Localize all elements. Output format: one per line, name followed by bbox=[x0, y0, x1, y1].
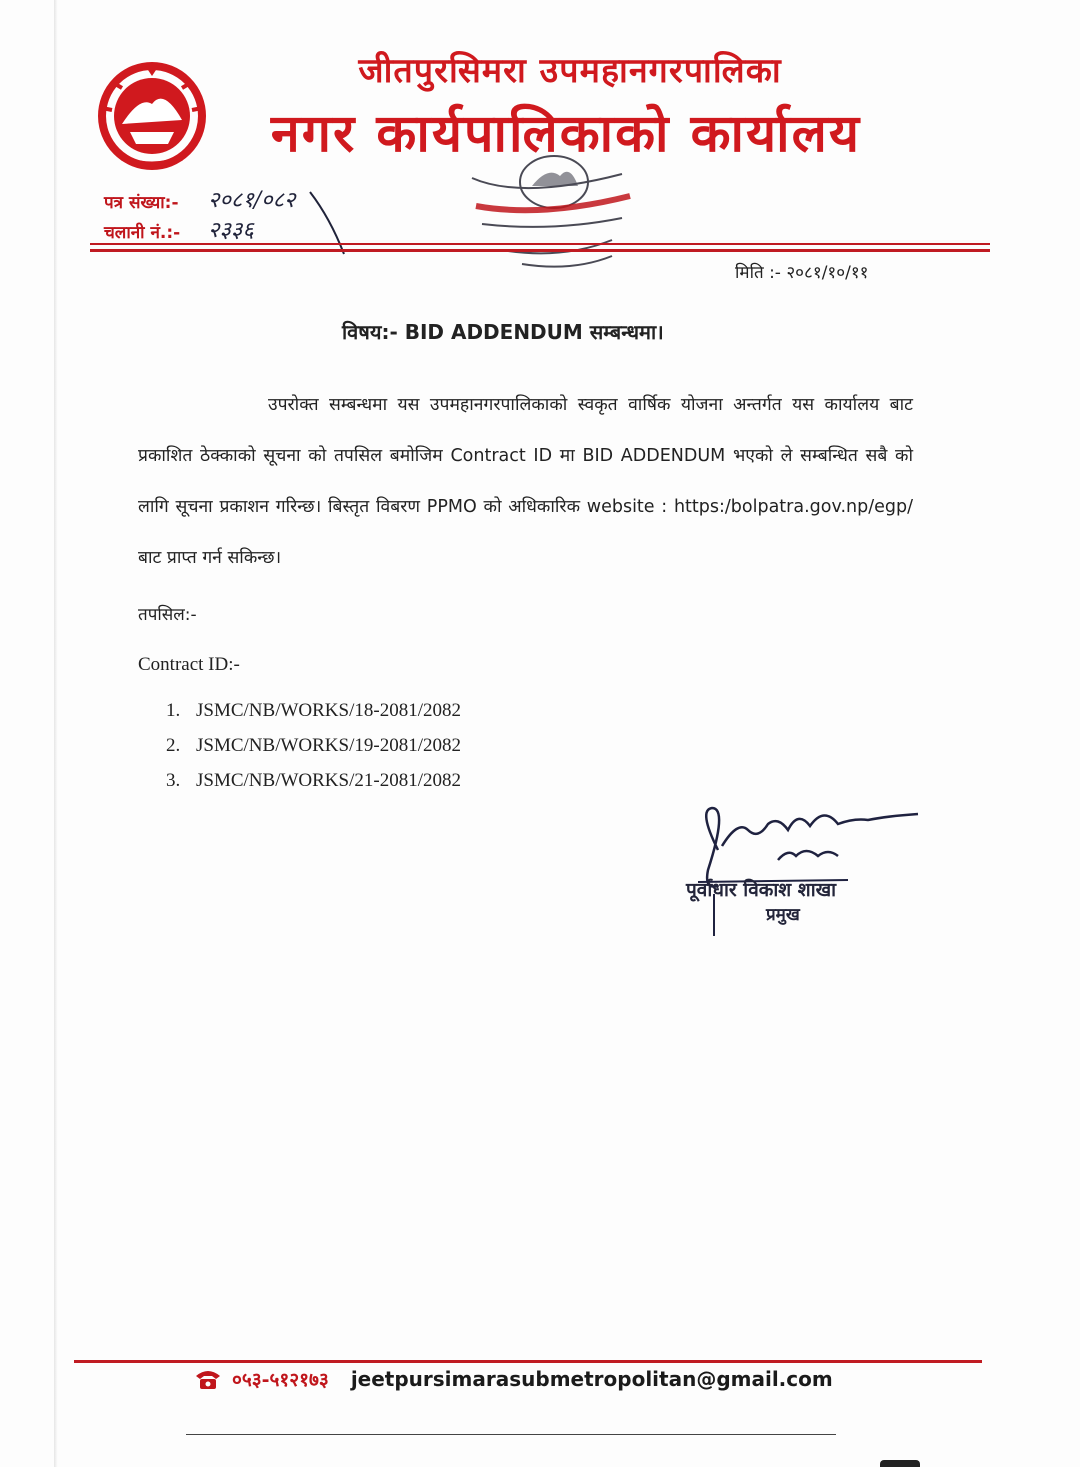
list-item bbox=[166, 735, 461, 770]
contract-id-value: JSMC/NB/WORKS/18-2081/2082 bbox=[196, 700, 461, 721]
page-edge-shadow bbox=[54, 0, 58, 1467]
handwritten-stroke bbox=[300, 188, 350, 258]
signatory-title: पूर्वाधार विकाश शाखा bbox=[686, 879, 837, 901]
contract-id-value: JSMC/NB/WORKS/21-2081/2082 bbox=[196, 770, 461, 791]
office-stamp bbox=[462, 140, 642, 280]
letter-date: मिति :- २०८१/१०/११ bbox=[735, 263, 869, 283]
nepal-emblem-icon bbox=[92, 58, 212, 170]
list-item bbox=[166, 700, 461, 735]
list-item-number: 3. bbox=[166, 770, 181, 791]
organization-name: जीतपुरसिमरा उपमहानगरपालिका bbox=[358, 51, 782, 91]
header-divider-thin bbox=[90, 243, 990, 245]
footer-divider bbox=[74, 1360, 982, 1363]
patra-sankhya-value: २०८१/०८२ bbox=[208, 188, 296, 213]
list-item-number: 2. bbox=[166, 735, 181, 756]
telephone-icon bbox=[194, 1368, 222, 1390]
footer-phone: ०५३-५१२१७३ bbox=[232, 1369, 329, 1391]
bottom-divider bbox=[186, 1434, 836, 1435]
header-divider-thick bbox=[90, 249, 990, 252]
list-item bbox=[166, 770, 461, 805]
signatory-role: प्रमुख bbox=[766, 905, 800, 925]
office-name: नगर कार्यपालिकाको कार्यालय bbox=[270, 104, 862, 164]
letter-subject: विषय:- BID ADDENDUM सम्बन्धमा। bbox=[342, 320, 664, 344]
contract-list bbox=[166, 700, 461, 805]
chalani-row bbox=[104, 218, 254, 243]
contract-id-label: Contract ID:- bbox=[138, 654, 240, 675]
footer-contact bbox=[194, 1366, 833, 1392]
tapasil-label: तपसिल:- bbox=[138, 605, 197, 625]
handwritten-signature bbox=[678, 790, 928, 940]
patra-sankhya-row bbox=[104, 188, 296, 213]
scroll-handle[interactable] bbox=[880, 1460, 920, 1467]
chalani-label: चलानी नं.:- bbox=[104, 223, 181, 243]
patra-sankhya-label: पत्र संख्या:- bbox=[104, 193, 179, 213]
footer-email[interactable]: jeetpursimarasubmetropolitan@gmail.com bbox=[350, 1367, 833, 1391]
chalani-value: २३३६ bbox=[208, 218, 254, 243]
letter-body: उपरोक्त सम्बन्धमा यस उपमहानगरपालिकाको स्वकृत वार्षिक योजना अन्तर्गत यस कार्यालय बाट प्रकाशित ठेक्काको सूचना को तपसिल बमोजिम Contract ID मा BID ADDENDUM भएको ले सम्बन्धित सबै को लागि सूचना प्रकाशन गरिन्छ। बिस्तृत विबरण PPMO को अधिकारिक website : https:/bolpatra.gov.np/egp/ बाट प्राप्त गर्न सकिन्छ। bbox=[138, 395, 913, 568]
contract-id-value: JSMC/NB/WORKS/19-2081/2082 bbox=[196, 735, 461, 756]
list-item-number: 1. bbox=[166, 700, 181, 721]
